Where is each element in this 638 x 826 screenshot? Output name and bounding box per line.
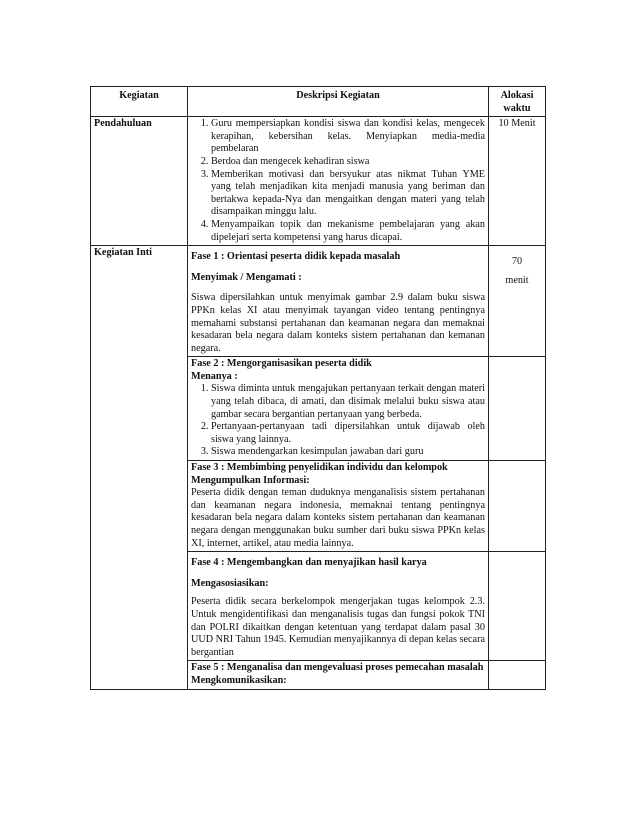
inti-alokasi-unit: menit	[505, 274, 529, 286]
fase3-subtitle: Mengumpulkan Informasi:	[191, 474, 310, 486]
fase2-cell	[188, 357, 489, 461]
pendahuluan-list	[191, 118, 485, 244]
header-kegiatan: Kegiatan	[91, 87, 188, 117]
pendahuluan-label: Pendahuluan	[91, 117, 188, 246]
fase4-title: Fase 4 : Mengembangkan dan menyajikan hasil karya	[191, 557, 427, 569]
fase3-text: Peserta didik dengan teman duduknya menganalisis sistem pertahanan dan keamanan negara indonesia, memaknai tentang pentingnya kesadaran bela negara dalam konteks sistem pertahanan dan keamanan negara dengan menggunakan buku sumber dari buku siswa PPKn kelas XI, internet, artikel, atau media lainnya.	[191, 487, 485, 549]
list-item: 2. Berdoa dan mengecek kehadiran siswa	[211, 156, 485, 169]
lesson-activity-table	[90, 86, 546, 690]
fase3-cell	[188, 461, 489, 552]
list-item: 4. Menyampaikan topik dan mekanisme pembelajaran yang akan dipelejari serta kompetensi yang harus dicapai.	[211, 219, 485, 244]
pendahuluan-alokasi: 10 Menit	[489, 117, 546, 246]
inti-alokasi-number: 70	[511, 256, 523, 268]
fase5-alokasi	[489, 661, 546, 689]
fase2-title: Fase 2 : Mengorganisasikan peserta didik	[191, 358, 372, 370]
fase2-alokasi	[489, 357, 546, 461]
pendahuluan-row	[91, 117, 546, 246]
fase5-title: Fase 5 : Menganalisa dan mengevaluasi proses pemecahan masalah	[191, 662, 484, 674]
list-item: 2. Pertanyaan-pertanyaan tadi dipersilahkan untuk dijawab oleh siswa yang lainnya.	[211, 421, 485, 446]
fase2-subtitle: Menanya :	[191, 370, 238, 382]
list-item: 1. Guru mempersiapkan kondisi siswa dan kondisi kelas, mengecek kerapihan, kebersihan kelas. Menyiapkan media-media pembelaran	[211, 118, 485, 156]
list-item: 3. Memberikan motivasi dan bersyukur atas nikmat Tuhan YME yang telah menjadikan kita menjadi manusia yang beriman dan bertakwa kepada-Nya dan mengaitkan dengan materi yang telah disampaikan minggu lalu.	[211, 169, 485, 219]
fase2-list	[191, 383, 485, 459]
fase4-text: Peserta didik secara berkelompok mengerjakan tugas kelompok 2.3. Untuk mengidentifikasi dan menganalisis tugas dan fungsi pokok TNI dan POLRI dikaitkan dengan ketentuan yang terdapat dalam pasal 30 UUD NRI Tahun 1945. Kemudian menyajikannya di depan kelas secara bergantian	[191, 596, 485, 658]
fase5-subtitle: Mengkomunikasikan:	[191, 674, 287, 686]
list-item: 1. Siswa diminta untuk mengajukan pertanyaan terkait dengan materi yang telah dibaca, di amati, dan disimak melalui buku siswa atau gambar secara bergantian pertanyaan yang berbeda.	[211, 383, 485, 421]
fase4-alokasi	[489, 552, 546, 661]
fase5-cell	[188, 661, 489, 689]
fase1-text: Siswa dipersilahkan untuk menyimak gambar 2.9 dalam buku siswa PPKn kelas XI atau menyimak tayangan video tentang pentingnya memahami substansi pertahanan dan keamanan negara dan memaknai kesadaran bela negara dalam konteks sistem pertahanan dan kemanan negara.	[191, 292, 485, 354]
fase1-cell	[188, 246, 489, 357]
inti-alokasi	[489, 246, 546, 357]
fase1-title: Fase 1 : Orientasi peserta didik kepada masalah	[191, 251, 401, 263]
fase1-subtitle: Menyimak / Mengamati :	[191, 271, 302, 283]
fase3-title: Fase 3 : Membimbing penyelidikan individu dan kelompok	[191, 462, 448, 474]
header-alokasi: Alokasi waktu	[489, 87, 546, 117]
fase1-row	[91, 246, 546, 357]
fase4-cell	[188, 552, 489, 661]
header-row	[91, 87, 546, 117]
fase4-subtitle: Mengasosiasikan:	[191, 577, 269, 589]
list-item: 3. Siswa mendengarkan kesimpulan jawaban dari guru	[211, 446, 485, 459]
pendahuluan-description	[188, 117, 489, 246]
header-deskripsi: Deskripsi Kegiatan	[188, 87, 489, 117]
inti-label: Kegiatan Inti	[91, 246, 188, 689]
fase3-alokasi	[489, 461, 546, 552]
